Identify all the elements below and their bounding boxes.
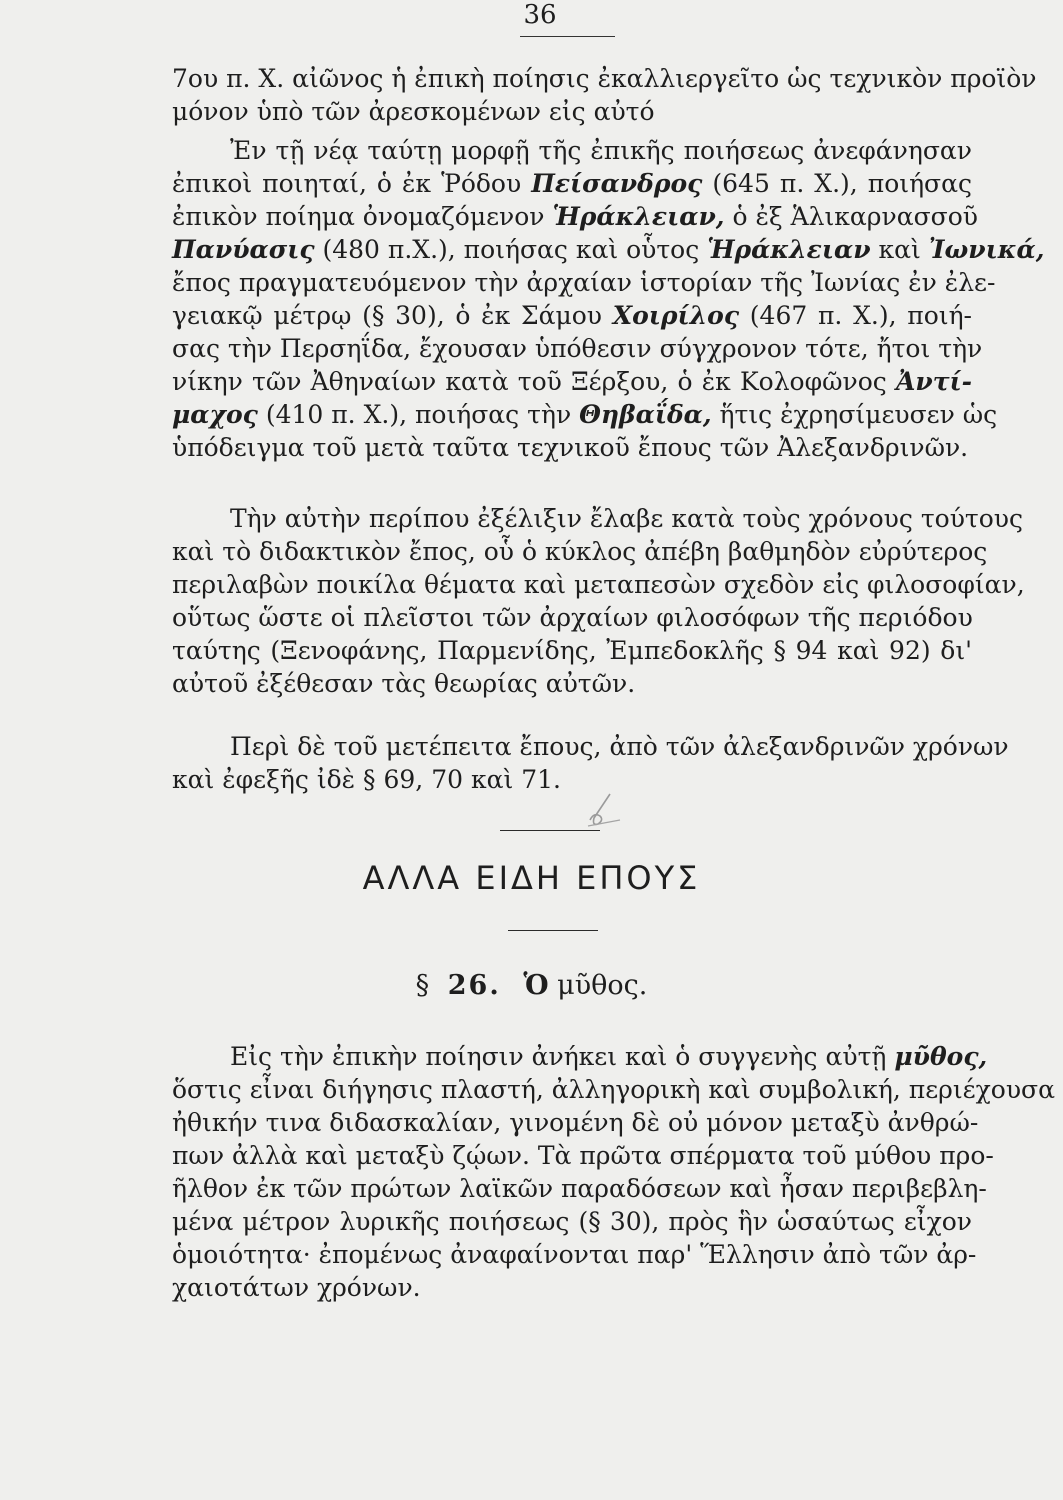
separator-rule bbox=[500, 830, 600, 831]
text-line: ἐπικοὶ ποιηταί, ὁ ἐκ Ῥόδου Πείσανδρος (645 π. Χ.), ποιήσας bbox=[172, 169, 972, 198]
paragraph-2 bbox=[172, 134, 1045, 464]
text-line: πων ἀλλὰ καὶ μεταξὺ ζῴων. Τὰ πρῶτα σπέρματα τοῦ μύθου προ- bbox=[172, 1141, 994, 1170]
section-article: Ὁ bbox=[523, 970, 549, 1001]
separator-rule bbox=[508, 930, 598, 931]
text-line: ἠθικήν τινα διδασκαλίαν, γινομένη δὲ οὐ μόνον μεταξὺ ἀνθρώ- bbox=[172, 1108, 979, 1137]
section-sign: § bbox=[415, 970, 430, 1001]
text-line: καὶ ἐφεξῆς ἰδὲ § 69, 70 καὶ 71. bbox=[172, 765, 561, 794]
work-title: Θηβαΐδα, bbox=[579, 400, 712, 429]
pencil-mark-icon bbox=[584, 790, 624, 830]
section-number: 26. bbox=[447, 970, 501, 1001]
text-line: μόνον ὑπὸ τῶν ἀρεσκομένων εἰς αὐτό bbox=[172, 97, 655, 126]
paragraph-4 bbox=[172, 730, 1009, 796]
text-line: ταύτης (Ξενοφάνης, Παρμενίδης, Ἐμπεδοκλῆς § 94 καὶ 92) δι' bbox=[172, 636, 972, 665]
paragraph-5 bbox=[172, 1040, 1055, 1304]
page-number-rule bbox=[520, 36, 615, 37]
page-number: 36 bbox=[523, 0, 557, 30]
author-name: Ἀντί- bbox=[895, 367, 972, 396]
text-line: σας τὴν Περσηΐδα, ἔχουσαν ὑπόθεσιν σύγχρονον τότε, ἤτοι τὴν bbox=[172, 334, 983, 363]
text-line: ὅστις εἶναι διήγησις πλαστή, ἀλληγορικὴ καὶ συμβολική, περιέχουσα bbox=[172, 1075, 1055, 1104]
text-line: μένα μέτρον λυρικῆς ποιήσεως (§ 30), πρὸς ἣν ὡσαύτως εἶχον bbox=[172, 1207, 972, 1236]
work-title: Ἡράκλειαν bbox=[707, 235, 871, 264]
text-line: Πανύασις (480 π.Χ.), ποιήσας καὶ οὗτος Ἡράκλειαν καὶ Ἰωνικά, bbox=[172, 235, 1045, 264]
text-line: ῆλθον ἐκ τῶν πρώτων λαϊκῶν παραδόσεων καὶ ἦσαν περιβεβλη- bbox=[172, 1174, 987, 1203]
text-line: Περὶ δὲ τοῦ μετέπειτα ἔπους, ἀπὸ τῶν ἀλεξανδρινῶν χρόνων bbox=[230, 732, 1009, 761]
work-title: Ἡράκλειαν, bbox=[552, 202, 725, 231]
author-name: Πείσανδρος bbox=[531, 169, 703, 198]
text-line: οὕτως ὥστε οἱ πλεῖστοι τῶν ἀρχαίων φιλοσόφων τῆς περιόδου bbox=[172, 603, 973, 632]
author-name: Χοιρίλος bbox=[612, 301, 740, 330]
text-line: ὁμοιότητα· ἐπομένως ἀναφαίνονται παρ' Ἕλλησιν ἀπὸ τῶν ἀρ- bbox=[172, 1240, 977, 1269]
section-name bbox=[523, 970, 647, 1001]
text-line: μαχος (410 π. Χ.), ποιήσας τὴν Θηβαΐδα, ἥτις ἐχρησίμευσεν ὡς bbox=[172, 400, 998, 429]
text-line: ὑπόδειγμα τοῦ μετὰ ταῦτα τεχνικοῦ ἔπους τῶν Ἀλεξανδρινῶν. bbox=[172, 433, 969, 462]
section-title bbox=[0, 968, 1063, 1004]
work-title: Ἰωνικά, bbox=[928, 235, 1045, 264]
paragraph-1 bbox=[172, 62, 1037, 128]
section-word: μῦθος. bbox=[557, 970, 648, 1001]
text-line: καὶ τὸ διδακτικὸν ἔπος, οὗ ὁ κύκλος ἀπέβη βαθμηδὸν εὐρύτερος bbox=[172, 537, 988, 566]
text-line: χαιοτάτων χρόνων. bbox=[172, 1273, 421, 1302]
text-line: αὐτοῦ ἐξέθεσαν τὰς θεωρίας αὐτῶν. bbox=[172, 669, 636, 698]
text-line: περιλαβὼν ποικίλα θέματα καὶ μεταπεσὼν σχεδὸν εἰς φιλοσοφίαν, bbox=[172, 570, 1025, 599]
section-heading: ΑΛΛΑ ΕΙΔΗ ΕΠΟΥΣ bbox=[362, 859, 701, 897]
text-line: Ἐν τῇ νέᾳ ταύτῃ μορφῇ τῆς ἐπικῆς ποιήσεως ἀνεφάνησαν bbox=[230, 136, 972, 165]
author-name: μαχος bbox=[172, 400, 258, 429]
text-line: Εἰς τὴν ἐπικὴν ποίησιν ἀνήκει καὶ ὁ συγγενὴς αὐτῇ μῦθος, bbox=[230, 1042, 988, 1071]
text-line: νίκην τῶν Ἀθηναίων κατὰ τοῦ Ξέρξου, ὁ ἐκ Κολοφῶνος Ἀντί- bbox=[172, 367, 972, 396]
paragraph-3 bbox=[172, 502, 1025, 700]
text-line: γειακῷ μέτρῳ (§ 30), ὁ ἐκ Σάμου Χοιρίλος (467 π. Χ.), ποιή- bbox=[172, 301, 972, 330]
author-name: Πανύασις bbox=[172, 235, 315, 264]
key-term: μῦθος, bbox=[894, 1042, 988, 1071]
text-line: Τὴν αὐτὴν περίπου ἐξέλιξιν ἔλαβε κατὰ τοὺς χρόνους τούτους bbox=[230, 504, 1023, 533]
text-line: ἔπος πραγματευόμενον τὴν ἀρχαίαν ἱστορίαν τῆς Ἰωνίας ἐν ἐλε- bbox=[172, 268, 996, 297]
text-line: ἐπικὸν ποίημα ὀνομαζόμενον Ἡράκλειαν, ὁ ἐξ Ἁλικαρνασσοῦ bbox=[172, 202, 978, 231]
text-line: 7ου π. Χ. αἰῶνος ἡ ἐπικὴ ποίησις ἐκαλλιεργεῖτο ὡς τεχνικὸν προϊὸν bbox=[172, 64, 1037, 93]
